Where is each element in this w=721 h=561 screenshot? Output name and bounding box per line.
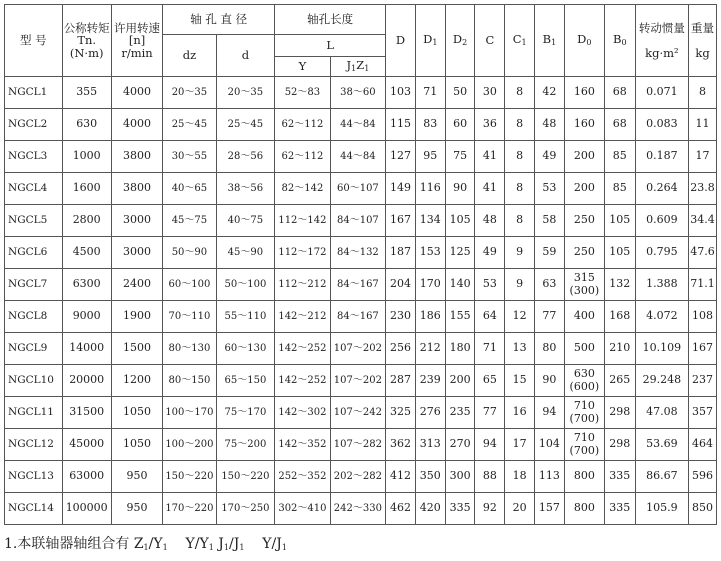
cell-d2: 300 — [445, 461, 475, 493]
cell-speed: 4000 — [111, 77, 162, 109]
cell-c: 94 — [475, 429, 505, 461]
cell-inertia: 4.072 — [635, 301, 688, 333]
cell-speed: 4000 — [111, 109, 162, 141]
cell-dz: 100～200 — [163, 429, 216, 461]
cell-y: 142～302 — [275, 397, 330, 429]
cell-torque: 45000 — [62, 429, 111, 461]
cell-b0: 85 — [604, 173, 635, 205]
cell-inertia: 0.795 — [635, 237, 688, 269]
header-D2: $D_2$ — [445, 5, 475, 77]
cell-c1: 8 — [505, 141, 535, 173]
cell-d: 38～56 — [216, 173, 275, 205]
header-L: L — [275, 35, 386, 57]
cell-d1: 313 — [415, 429, 445, 461]
cell-j1z1: 107～282 — [330, 429, 385, 461]
table-row — [5, 365, 717, 397]
cell-model: NGCL3 — [5, 141, 63, 173]
cell-b0: 68 — [604, 77, 635, 109]
cell-y: 112～172 — [275, 237, 330, 269]
cell-model: NGCL10 — [5, 365, 63, 397]
cell-d: 230 — [386, 301, 416, 333]
header-bore-diameter: 轴 孔 直 径 — [163, 5, 275, 35]
cell-inertia: 53.69 — [635, 429, 688, 461]
header-model: 型 号 — [5, 5, 63, 77]
cell-inertia: 1.388 — [635, 269, 688, 301]
cell-inertia: 86.67 — [635, 461, 688, 493]
cell-model: NGCL2 — [5, 109, 63, 141]
cell-j1z1: 84～107 — [330, 205, 385, 237]
header-speed: 许用转速 [n] r/min — [111, 5, 162, 77]
cell-d0: 200 — [564, 173, 604, 205]
header-B0: $B_0$ — [604, 5, 635, 77]
cell-d: 75～170 — [216, 397, 275, 429]
cell-c1: 8 — [505, 173, 535, 205]
cell-d0: 160 — [564, 109, 604, 141]
cell-d0: 250 — [564, 237, 604, 269]
cell-d0: 630 (600) — [564, 365, 604, 397]
table-row — [5, 269, 717, 301]
cell-model: NGCL8 — [5, 301, 63, 333]
cell-d: 287 — [386, 365, 416, 397]
cell-torque: 20000 — [62, 365, 111, 397]
header-bore-length: 轴孔长度 — [275, 5, 386, 35]
cell-weight: 596 — [689, 461, 717, 493]
cell-c1: 8 — [505, 77, 535, 109]
cell-c: 30 — [475, 77, 505, 109]
cell-d: 20～35 — [216, 77, 275, 109]
cell-b0: 265 — [604, 365, 635, 397]
cell-d0: 710 (700) — [564, 429, 604, 461]
cell-b1: 53 — [535, 173, 565, 205]
cell-c1: 8 — [505, 109, 535, 141]
cell-d2: 200 — [445, 365, 475, 397]
cell-d0: 800 — [564, 461, 604, 493]
cell-d2: 180 — [445, 333, 475, 365]
cell-b1: 80 — [535, 333, 565, 365]
table-row — [5, 109, 717, 141]
cell-d2: 335 — [445, 493, 475, 525]
cell-d2: 60 — [445, 109, 475, 141]
cell-d0: 160 — [564, 77, 604, 109]
table-row — [5, 461, 717, 493]
cell-weight: 47.6 — [689, 237, 717, 269]
cell-speed: 3000 — [111, 237, 162, 269]
header-B1: $B_1$ — [535, 5, 565, 77]
cell-speed: 1500 — [111, 333, 162, 365]
cell-y: 112～212 — [275, 269, 330, 301]
cell-y: 142～352 — [275, 429, 330, 461]
cell-c: 65 — [475, 365, 505, 397]
cell-torque: 355 — [62, 77, 111, 109]
cell-b0: 85 — [604, 141, 635, 173]
cell-speed: 1900 — [111, 301, 162, 333]
cell-speed: 2400 — [111, 269, 162, 301]
cell-b0: 68 — [604, 109, 635, 141]
cell-d: 115 — [386, 109, 416, 141]
cell-weight: 11 — [689, 109, 717, 141]
cell-d2: 270 — [445, 429, 475, 461]
cell-d: 167 — [386, 205, 416, 237]
cell-c: 92 — [475, 493, 505, 525]
cell-dz: 20～35 — [163, 77, 216, 109]
cell-inertia: 0.071 — [635, 77, 688, 109]
cell-d2: 50 — [445, 77, 475, 109]
cell-d: 65～150 — [216, 365, 275, 397]
table-row — [5, 301, 717, 333]
cell-d0: 800 — [564, 493, 604, 525]
cell-weight: 108 — [689, 301, 717, 333]
cell-d: 127 — [386, 141, 416, 173]
cell-b0: 105 — [604, 237, 635, 269]
cell-c1: 9 — [505, 269, 535, 301]
cell-b1: 63 — [535, 269, 565, 301]
cell-j1z1: 84～132 — [330, 237, 385, 269]
cell-c1: 20 — [505, 493, 535, 525]
cell-d1: 186 — [415, 301, 445, 333]
cell-speed: 1050 — [111, 429, 162, 461]
cell-speed: 950 — [111, 493, 162, 525]
cell-b0: 335 — [604, 461, 635, 493]
cell-d0: 500 — [564, 333, 604, 365]
cell-j1z1: 202～282 — [330, 461, 385, 493]
cell-d: 40～75 — [216, 205, 275, 237]
cell-model: NGCL7 — [5, 269, 63, 301]
cell-c: 41 — [475, 141, 505, 173]
cell-torque: 630 — [62, 109, 111, 141]
cell-speed: 1200 — [111, 365, 162, 397]
cell-d2: 235 — [445, 397, 475, 429]
cell-c: 49 — [475, 237, 505, 269]
cell-d: 462 — [386, 493, 416, 525]
cell-y: 52～83 — [275, 77, 330, 109]
cell-torque: 4500 — [62, 237, 111, 269]
cell-dz: 100～170 — [163, 397, 216, 429]
header-D1: $D_1$ — [415, 5, 445, 77]
cell-torque: 2800 — [62, 205, 111, 237]
cell-d1: 95 — [415, 141, 445, 173]
cell-d: 170～250 — [216, 493, 275, 525]
cell-dz: 60～100 — [163, 269, 216, 301]
cell-inertia: 10.109 — [635, 333, 688, 365]
cell-dz: 70～110 — [163, 301, 216, 333]
cell-weight: 17 — [689, 141, 717, 173]
cell-weight: 464 — [689, 429, 717, 461]
cell-b1: 77 — [535, 301, 565, 333]
cell-d: 362 — [386, 429, 416, 461]
cell-b1: 90 — [535, 365, 565, 397]
cell-inertia: 0.083 — [635, 109, 688, 141]
cell-torque: 6300 — [62, 269, 111, 301]
cell-d2: 90 — [445, 173, 475, 205]
cell-j1z1: 84～167 — [330, 301, 385, 333]
cell-torque: 1000 — [62, 141, 111, 173]
cell-d1: 420 — [415, 493, 445, 525]
cell-d2: 75 — [445, 141, 475, 173]
cell-b0: 105 — [604, 205, 635, 237]
cell-b0: 298 — [604, 397, 635, 429]
cell-dz: 150～220 — [163, 461, 216, 493]
header-C1: $C_1$ — [505, 5, 535, 77]
cell-y: 142～252 — [275, 333, 330, 365]
cell-d1: 71 — [415, 77, 445, 109]
cell-weight: 34.4 — [689, 205, 717, 237]
cell-b1: 49 — [535, 141, 565, 173]
cell-torque: 100000 — [62, 493, 111, 525]
cell-inertia: 0.609 — [635, 205, 688, 237]
cell-d2: 125 — [445, 237, 475, 269]
cell-dz: 80～130 — [163, 333, 216, 365]
cell-d: 187 — [386, 237, 416, 269]
cell-c1: 15 — [505, 365, 535, 397]
cell-inertia: 47.08 — [635, 397, 688, 429]
cell-d: 325 — [386, 397, 416, 429]
cell-c1: 8 — [505, 205, 535, 237]
cell-d0: 400 — [564, 301, 604, 333]
table-row — [5, 237, 717, 269]
cell-c: 77 — [475, 397, 505, 429]
coupling-spec-table — [4, 4, 717, 525]
cell-b1: 157 — [535, 493, 565, 525]
cell-b0: 298 — [604, 429, 635, 461]
cell-d1: 134 — [415, 205, 445, 237]
cell-weight: 850 — [689, 493, 717, 525]
cell-j1z1: 84～167 — [330, 269, 385, 301]
cell-weight: 357 — [689, 397, 717, 429]
cell-c: 53 — [475, 269, 505, 301]
cell-j1z1: 44～84 — [330, 109, 385, 141]
table-row — [5, 493, 717, 525]
cell-b1: 48 — [535, 109, 565, 141]
cell-d: 50～100 — [216, 269, 275, 301]
cell-j1z1: 242～330 — [330, 493, 385, 525]
cell-d: 60～130 — [216, 333, 275, 365]
cell-j1z1: 107～242 — [330, 397, 385, 429]
table-row — [5, 397, 717, 429]
cell-d1: 212 — [415, 333, 445, 365]
cell-model: NGCL4 — [5, 173, 63, 205]
cell-speed: 3000 — [111, 205, 162, 237]
cell-d0: 200 — [564, 141, 604, 173]
cell-speed: 1050 — [111, 397, 162, 429]
cell-d1: 83 — [415, 109, 445, 141]
footnote: 1.本联轴器轴组合有 $Z_1/Y_1$ $Y/Y_1$ $J_1/J_1$ $Y/J_1$ — [4, 536, 287, 552]
table-row — [5, 205, 717, 237]
cell-model: NGCL12 — [5, 429, 63, 461]
cell-c: 41 — [475, 173, 505, 205]
cell-y: 112～142 — [275, 205, 330, 237]
cell-c: 36 — [475, 109, 505, 141]
header-inertia: 转动惯量 kg·m² — [635, 5, 688, 77]
cell-c: 48 — [475, 205, 505, 237]
cell-j1z1: 60～107 — [330, 173, 385, 205]
cell-c: 64 — [475, 301, 505, 333]
header-J1Z1: $J_1Z_1$ — [330, 57, 385, 77]
cell-model: NGCL1 — [5, 77, 63, 109]
cell-b1: 113 — [535, 461, 565, 493]
cell-torque: 1600 — [62, 173, 111, 205]
cell-dz: 50～90 — [163, 237, 216, 269]
cell-b1: 59 — [535, 237, 565, 269]
cell-weight: 167 — [689, 333, 717, 365]
cell-d2: 140 — [445, 269, 475, 301]
cell-d1: 153 — [415, 237, 445, 269]
cell-weight: 237 — [689, 365, 717, 397]
cell-d1: 350 — [415, 461, 445, 493]
cell-c1: 9 — [505, 237, 535, 269]
cell-c1: 12 — [505, 301, 535, 333]
cell-y: 302～410 — [275, 493, 330, 525]
header-d: d — [216, 35, 275, 77]
header-dz: dz — [163, 35, 216, 77]
cell-d: 25～45 — [216, 109, 275, 141]
cell-dz: 80～150 — [163, 365, 216, 397]
cell-d1: 116 — [415, 173, 445, 205]
cell-d: 103 — [386, 77, 416, 109]
cell-d0: 315 (300) — [564, 269, 604, 301]
cell-dz: 45～75 — [163, 205, 216, 237]
cell-d0: 250 — [564, 205, 604, 237]
table-body — [5, 77, 717, 525]
cell-speed: 3800 — [111, 141, 162, 173]
cell-d2: 105 — [445, 205, 475, 237]
cell-dz: 170～220 — [163, 493, 216, 525]
cell-weight: 8 — [689, 77, 717, 109]
cell-model: NGCL5 — [5, 205, 63, 237]
table-row — [5, 77, 717, 109]
cell-model: NGCL6 — [5, 237, 63, 269]
cell-d: 204 — [386, 269, 416, 301]
header-Y: Y — [275, 57, 330, 77]
cell-torque: 14000 — [62, 333, 111, 365]
header-C: C — [475, 5, 505, 77]
cell-y: 82～142 — [275, 173, 330, 205]
cell-j1z1: 107～202 — [330, 365, 385, 397]
cell-b0: 335 — [604, 493, 635, 525]
cell-b1: 42 — [535, 77, 565, 109]
cell-model: NGCL14 — [5, 493, 63, 525]
cell-d0: 710 (700) — [564, 397, 604, 429]
cell-weight: 23.8 — [689, 173, 717, 205]
cell-d: 75～200 — [216, 429, 275, 461]
cell-d: 412 — [386, 461, 416, 493]
header-D0: $D_0$ — [564, 5, 604, 77]
header-D: D — [386, 5, 416, 77]
cell-inertia: 105.9 — [635, 493, 688, 525]
cell-y: 142～212 — [275, 301, 330, 333]
cell-c1: 13 — [505, 333, 535, 365]
cell-d2: 155 — [445, 301, 475, 333]
cell-d: 256 — [386, 333, 416, 365]
cell-c1: 17 — [505, 429, 535, 461]
table-row — [5, 429, 717, 461]
cell-b1: 104 — [535, 429, 565, 461]
cell-torque: 31500 — [62, 397, 111, 429]
cell-y: 252～352 — [275, 461, 330, 493]
cell-dz: 40～65 — [163, 173, 216, 205]
cell-weight: 71.1 — [689, 269, 717, 301]
cell-inertia: 0.187 — [635, 141, 688, 173]
cell-torque: 9000 — [62, 301, 111, 333]
cell-d: 150～220 — [216, 461, 275, 493]
table-row — [5, 141, 717, 173]
cell-model: NGCL11 — [5, 397, 63, 429]
cell-b1: 94 — [535, 397, 565, 429]
cell-b0: 210 — [604, 333, 635, 365]
cell-model: NGCL9 — [5, 333, 63, 365]
table-row — [5, 173, 717, 205]
cell-b0: 168 — [604, 301, 635, 333]
cell-y: 62～112 — [275, 141, 330, 173]
cell-c1: 18 — [505, 461, 535, 493]
header-weight: 重量 kg — [689, 5, 717, 77]
cell-c: 71 — [475, 333, 505, 365]
cell-b1: 58 — [535, 205, 565, 237]
cell-d: 55～110 — [216, 301, 275, 333]
cell-d1: 170 — [415, 269, 445, 301]
cell-d1: 239 — [415, 365, 445, 397]
cell-dz: 25～45 — [163, 109, 216, 141]
cell-torque: 63000 — [62, 461, 111, 493]
cell-j1z1: 38～60 — [330, 77, 385, 109]
cell-d: 149 — [386, 173, 416, 205]
cell-j1z1: 44～84 — [330, 141, 385, 173]
cell-d1: 276 — [415, 397, 445, 429]
cell-inertia: 0.264 — [635, 173, 688, 205]
cell-y: 142～252 — [275, 365, 330, 397]
cell-speed: 950 — [111, 461, 162, 493]
cell-d: 28～56 — [216, 141, 275, 173]
table-row — [5, 333, 717, 365]
cell-b0: 132 — [604, 269, 635, 301]
cell-y: 62～112 — [275, 109, 330, 141]
cell-speed: 3800 — [111, 173, 162, 205]
header-torque: 公称转矩 Tn. (N·m) — [62, 5, 111, 77]
cell-c1: 16 — [505, 397, 535, 429]
cell-inertia: 29.248 — [635, 365, 688, 397]
cell-j1z1: 107～202 — [330, 333, 385, 365]
cell-dz: 30～55 — [163, 141, 216, 173]
cell-c: 88 — [475, 461, 505, 493]
cell-model: NGCL13 — [5, 461, 63, 493]
cell-d: 45～90 — [216, 237, 275, 269]
